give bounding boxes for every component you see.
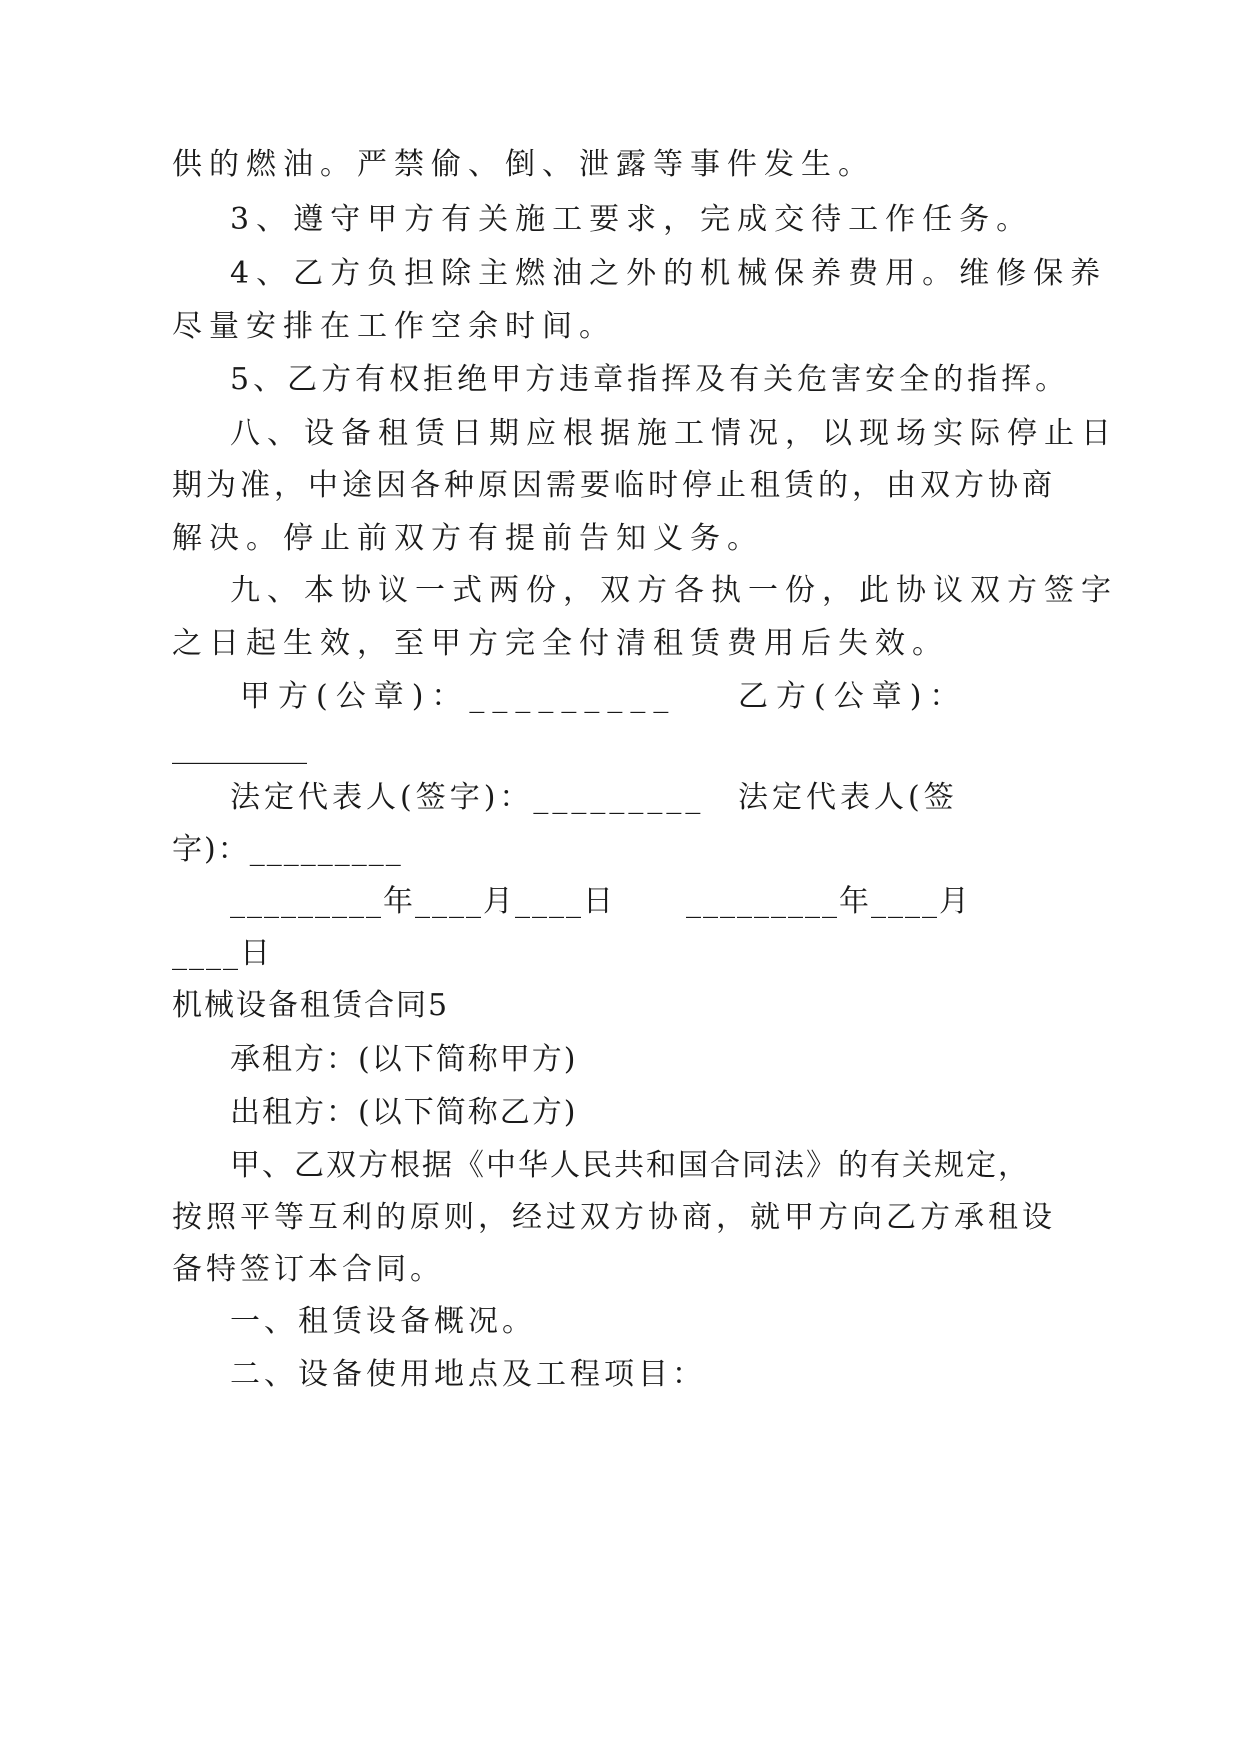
paragraph-line: 九、本协议一式两份，双方各执一份，此协议双方签字 [230,573,1118,608]
party-a-representative-line: 法定代表人(签字)：_________ [230,780,705,815]
paragraph-line: 之日起生效，至甲方完全付清租赁费用后失效。 [172,626,949,661]
party-a-date-line: _________年____月____日 [230,884,615,919]
party-b-seal-label: 乙方(公章)： [738,679,968,714]
paragraph-line: 解决。停止前双方有提前告知义务。 [172,521,764,556]
paragraph-line: 甲、乙双方根据《中华人民共和国合同法》的有关规定， [230,1148,1030,1183]
party-b-representative-blank: 字)：_________ [172,832,403,867]
contract-heading: 机械设备租赁合同5 [172,988,450,1023]
party-b-seal-blank: _________ [172,730,307,765]
paragraph-line: 4、乙方负担除主燃油之外的机械保养费用。维修保养 [230,256,1108,291]
paragraph-line: 按照平等互利的原则，经过双方协商，就甲方向乙方承租设 [172,1200,1056,1235]
paragraph-line: 3、遵守甲方有关施工要求，完成交待工作任务。 [230,202,1034,237]
paragraph-line: 供的燃油。严禁偷、倒、泄露等事件发生。 [172,147,875,182]
lessee-line: 承租方：(以下简称甲方) [230,1042,578,1077]
paragraph-line: 期为准，中途因各种原因需要临时停止租赁的，由双方协商 [172,468,1056,503]
party-b-date-line: _________年____月 [686,884,971,919]
party-b-representative-label: 法定代表人(签 [738,780,958,815]
party-a-seal-line: 甲方(公章)：_________ [240,679,677,714]
paragraph-line: 5、乙方有权拒绝甲方违章指挥及有关危害安全的指挥。 [230,362,1070,397]
paragraph-line: 八、设备租赁日期应根据施工情况，以现场实际停止日 [230,416,1118,451]
paragraph-line: 尽量安排在工作空余时间。 [172,309,616,344]
lessor-line: 出租方：(以下简称乙方) [230,1095,578,1130]
section-heading: 二、设备使用地点及工程项目： [230,1357,706,1392]
party-b-date-day: ____日 [172,936,272,971]
section-heading: 一、租赁设备概况。 [230,1304,536,1339]
paragraph-line: 备特签订本合同。 [172,1252,444,1287]
